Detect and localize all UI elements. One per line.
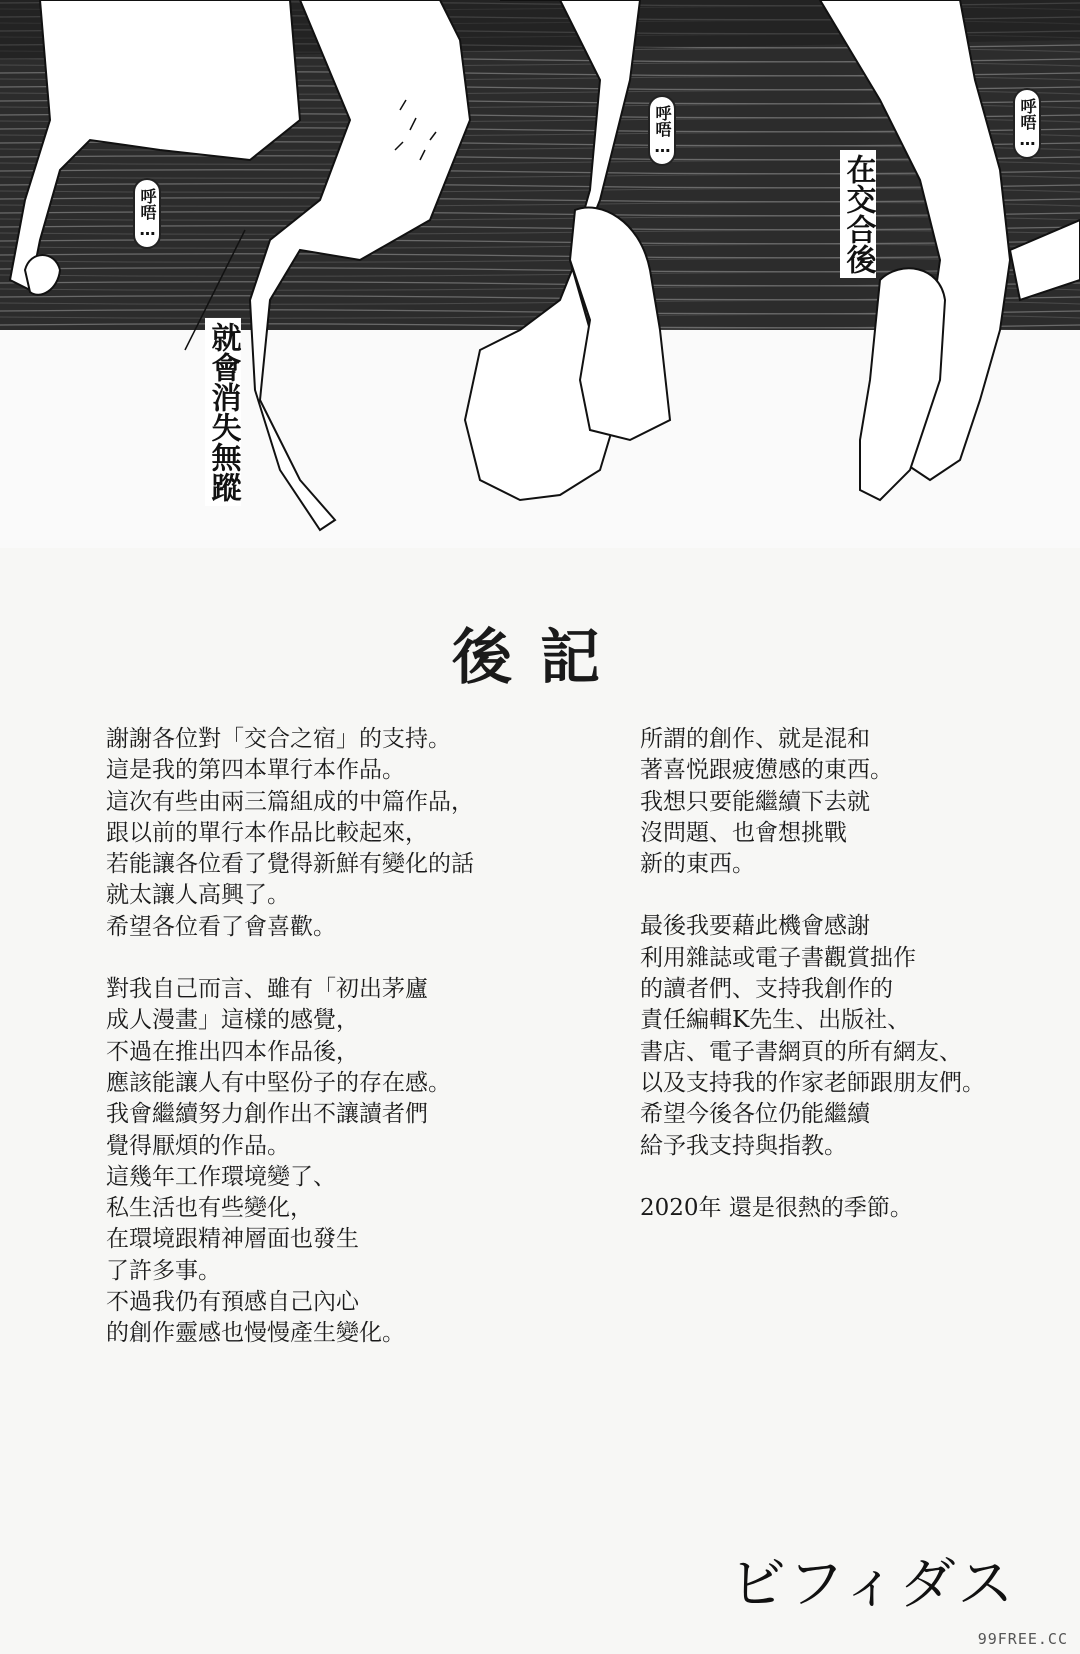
text-line: 著喜悦跟疲憊感的東西。 <box>640 757 893 784</box>
afterword-right-column <box>640 724 985 1224</box>
afterword-title: 後記 <box>452 623 628 693</box>
text-line: 新的東西。 <box>640 851 755 878</box>
illustration-panel <box>0 0 1080 548</box>
text-line: 這幾年工作環境變了、 <box>106 1163 336 1190</box>
legs-illustration <box>0 0 1080 548</box>
caption-after-intercourse: 在交合後 <box>840 150 876 278</box>
text-line: 責任編輯K先生、出版社、 <box>640 1007 911 1034</box>
text-line: 對我自己而言、雖有「初出茅廬 <box>106 976 428 1003</box>
text-line: 應該能讓人有中堅份子的存在感。 <box>106 1069 451 1096</box>
text-line: 以及支持我的作家老師跟朋友們。 <box>640 1069 985 1096</box>
text-line: 若能讓各位看了覺得新鮮有變化的話 <box>106 851 474 878</box>
text-line: 跟以前的單行本作品比較起來， <box>106 819 428 846</box>
text-line: 最後我要藉此機會感謝 <box>640 913 870 940</box>
text-line: 2020年 還是很熱的季節。 <box>640 1194 913 1221</box>
text-line: 沒問題、也會想挑戰 <box>640 819 847 846</box>
author-signature: ビフィダス <box>730 1552 1016 1617</box>
text-line: 的讀者們、支持我創作的 <box>640 976 893 1003</box>
text-line: 謝謝各位對「交合之宿」的支持。 <box>106 726 451 752</box>
text-line: 書店、電子書網頁的所有網友、 <box>640 1038 962 1065</box>
text-line: 給予我支持與指教。 <box>640 1132 847 1159</box>
text-line: 不過在推出四本作品後， <box>106 1038 359 1065</box>
text-line: 我會繼續努力創作出不讓讀者們 <box>106 1101 428 1128</box>
caption-vanish: 就會消失無蹤 <box>205 318 241 506</box>
text-line: 覺得厭煩的作品。 <box>106 1132 290 1159</box>
text-line: 了許多事。 <box>106 1257 221 1284</box>
text-line: 私生活也有些變化， <box>106 1195 313 1222</box>
text-line: 的創作靈感也慢慢產生變化。 <box>106 1320 405 1347</box>
text-line: 希望各位看了會喜歡。 <box>106 913 336 940</box>
text-line <box>106 943 474 974</box>
text-line <box>640 1162 985 1193</box>
text-line: 利用雜誌或電子書觀賞拙作 <box>640 944 916 971</box>
text-line <box>640 880 985 911</box>
speech-bubble-left: 呼唔… <box>133 178 161 249</box>
site-watermark: 99FREE.CC <box>977 1630 1068 1648</box>
text-line: 這是我的第四本單行本作品。 <box>106 757 405 784</box>
text-line: 這次有些由兩三篇組成的中篇作品， <box>106 788 474 815</box>
text-line: 就太讓人高興了。 <box>106 882 290 909</box>
text-line: 希望今後各位仍能繼續 <box>640 1101 870 1128</box>
speech-bubble-middle: 呼唔… <box>648 95 676 166</box>
text-line: 我想只要能繼續下去就 <box>640 788 870 815</box>
text-line: 不過我仍有預感自己內心 <box>106 1289 359 1316</box>
text-line: 在環境跟精神層面也發生 <box>106 1226 359 1253</box>
afterword-left-column <box>106 724 474 1350</box>
speech-bubble-right: 呼唔… <box>1013 88 1041 159</box>
text-line: 所謂的創作、就是混和 <box>640 726 870 752</box>
text-line: 成人漫畫」這樣的感覺， <box>106 1007 359 1034</box>
